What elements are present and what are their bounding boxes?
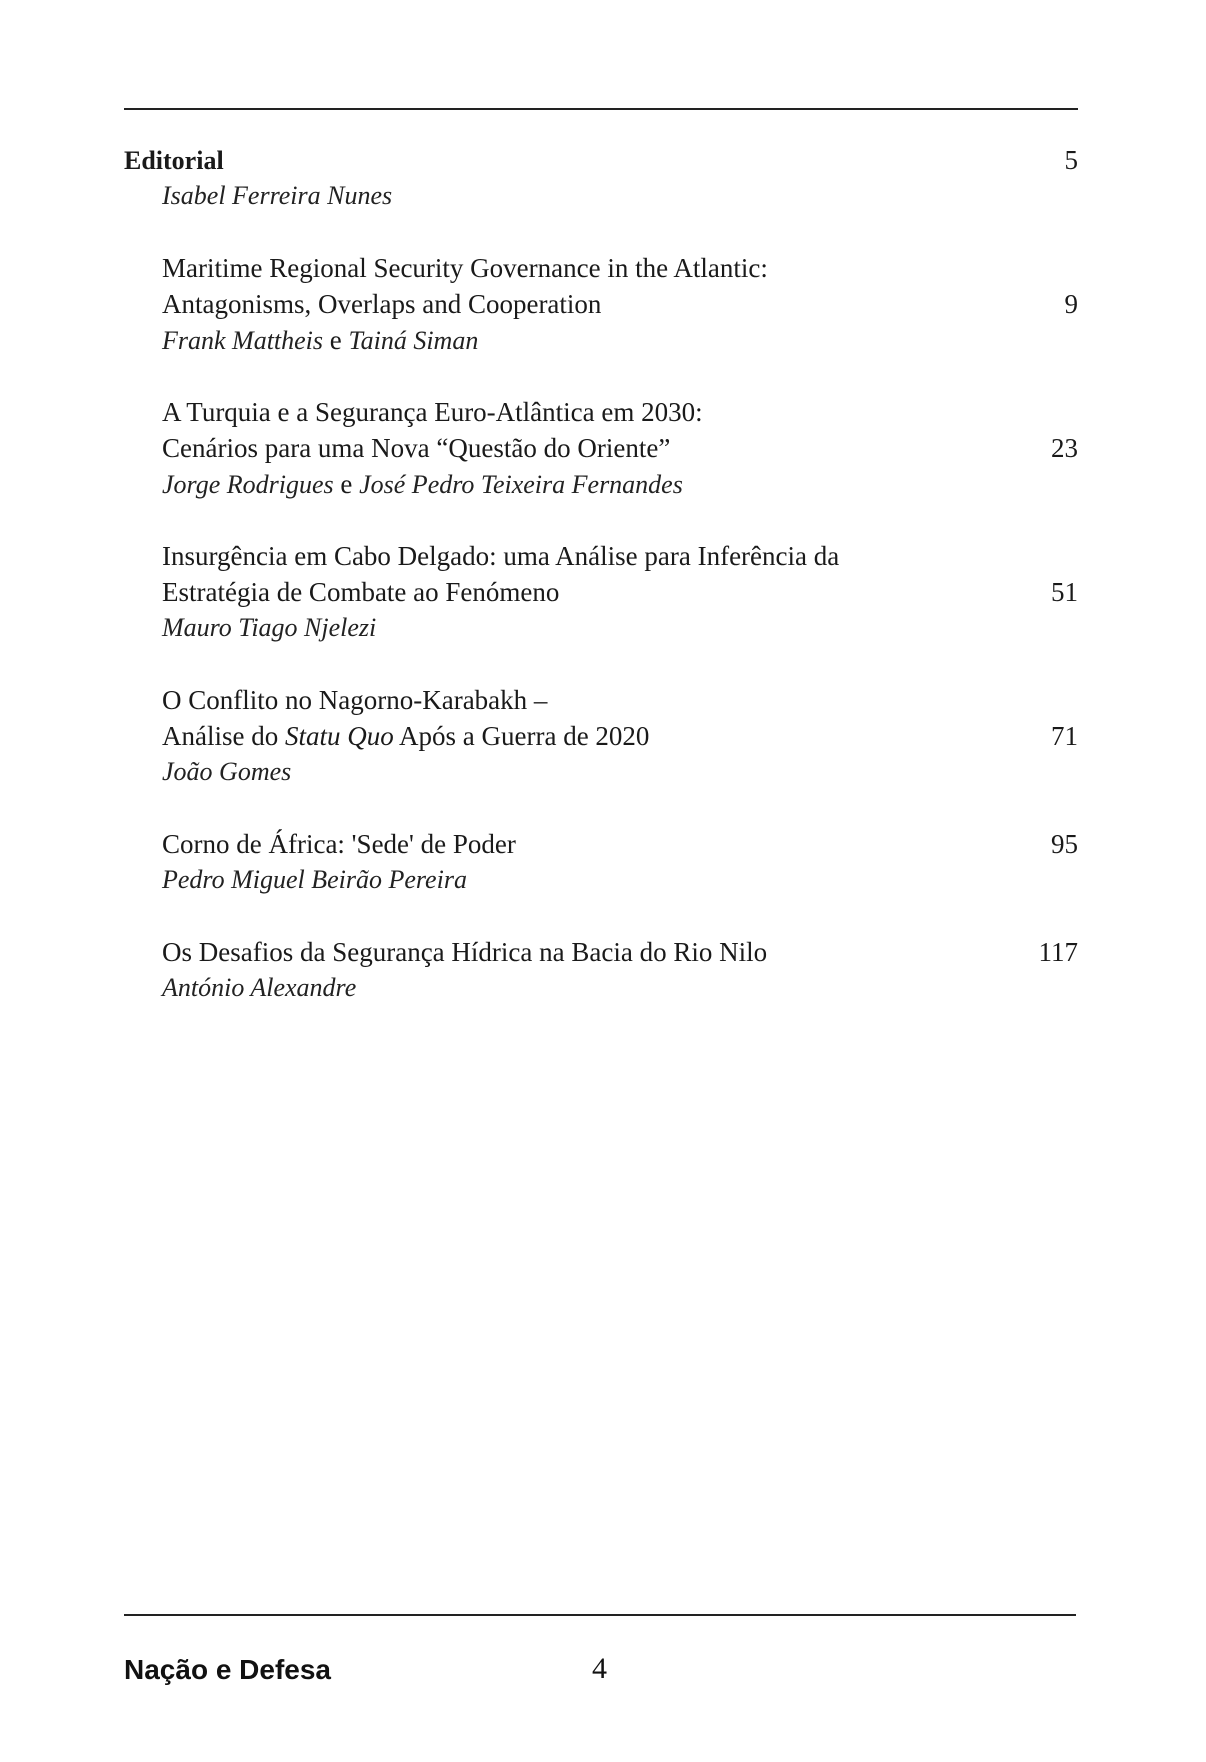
toc-entry-article[interactable] <box>124 682 1078 790</box>
article-authors <box>124 322 1078 358</box>
editorial-author: Isabel Ferreira Nunes <box>162 181 393 210</box>
bottom-rule <box>124 1614 1076 1616</box>
toc-entry-article[interactable] <box>124 826 1078 898</box>
editorial-title: Editorial <box>124 146 224 175</box>
author-name: José Pedro Teixeira Fernandes <box>359 470 683 499</box>
author-name: Mauro Tiago Njelezi <box>162 613 377 642</box>
title-italic-phrase: Statu Quo <box>284 721 394 751</box>
table-of-contents <box>124 142 1078 1042</box>
article-title-line: A Turquia e a Segurança Euro-Atlântica em 2030: <box>162 397 703 427</box>
toc-entry-editorial[interactable] <box>124 142 1078 214</box>
journal-name: Nação e Defesa <box>124 1654 332 1685</box>
top-rule <box>124 108 1078 110</box>
article-title-line: Antagonisms, Overlaps and Cooperation <box>162 289 602 319</box>
page-number: 95 <box>1051 829 1078 859</box>
author-name: Tainá Siman <box>348 326 479 355</box>
toc-entry-article[interactable] <box>124 250 1078 358</box>
article-title-line: Insurgência em Cabo Delgado: uma Análise para Inferência da <box>162 541 840 571</box>
author-connector: e <box>340 469 353 499</box>
footer-page-number: 4 <box>592 1652 607 1685</box>
title-text: Após a Guerra de 2020 <box>393 721 650 751</box>
article-title-line: Cenários para uma Nova “Questão do Oriente” <box>162 433 671 463</box>
author-connector: e <box>329 325 342 355</box>
toc-entry-article[interactable] <box>124 934 1078 1006</box>
author-name: Jorge Rodrigues <box>162 470 334 499</box>
article-authors <box>124 466 1078 502</box>
page-number: 9 <box>1064 289 1078 319</box>
article-title-line <box>162 721 649 751</box>
article-title-line: Maritime Regional Security Governance in the Atlantic: <box>162 253 768 283</box>
article-title-line: Corno de África: 'Sede' de Poder <box>162 829 516 859</box>
title-text: Análise do <box>162 721 285 751</box>
author-name: Frank Mattheis <box>162 326 324 355</box>
article-title-line: O Conflito no Nagorno-Karabakh – <box>162 685 548 715</box>
toc-entry-article[interactable] <box>124 538 1078 646</box>
article-title-line: Estratégia de Combate ao Fenómeno <box>162 577 560 607</box>
page-number: 71 <box>1051 721 1078 751</box>
article-title-line: Os Desafios da Segurança Hídrica na Bacia do Rio Nilo <box>162 937 768 967</box>
page-number: 5 <box>1064 145 1078 175</box>
author-name: Pedro Miguel Beirão Pereira <box>162 865 467 894</box>
toc-entry-article[interactable] <box>124 394 1078 502</box>
author-name: António Alexandre <box>162 973 357 1002</box>
page-number: 51 <box>1051 577 1078 607</box>
page-number: 117 <box>1038 937 1078 967</box>
page-number: 23 <box>1051 433 1078 463</box>
author-name: João Gomes <box>162 757 292 786</box>
